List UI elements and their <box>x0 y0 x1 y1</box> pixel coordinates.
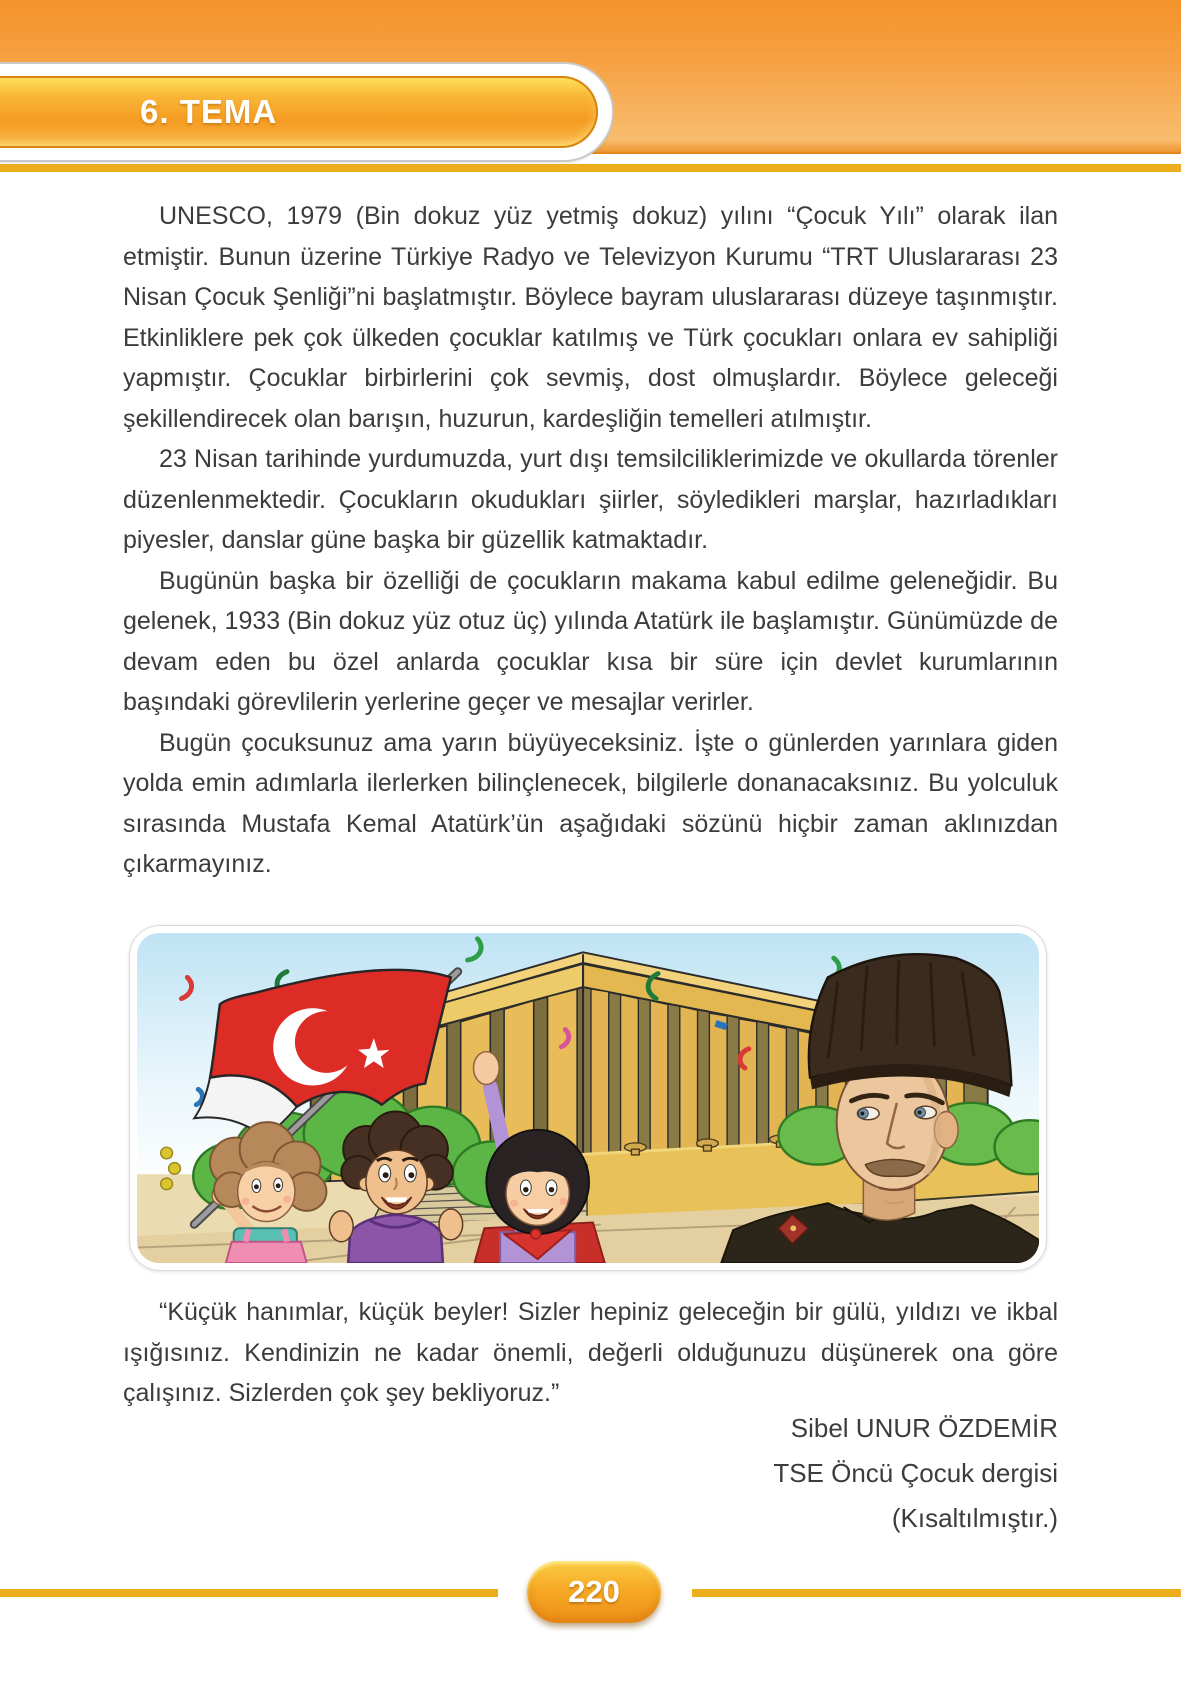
page-number-pill <box>527 1561 661 1623</box>
illustration-svg <box>137 933 1039 1263</box>
paragraph-3: Bugünün başka bir özelliği de çocukların makama kabul edilme geleneğidir. Bu gelenek, 1933 (Bin dokuz yüz otuz üç) yılında Atatürk ile başlamıştır. Günümüzde de devam eden bu özel anlarda çocuklar kısa bir süre için devlet kurumlarının başındaki görevlilerin yerlerine geçer ve mesajlar verirler. <box>123 566 1058 716</box>
tema-pill <box>0 64 612 160</box>
paragraph-1: UNESCO, 1979 (Bin dokuz yüz yetmiş dokuz) yılını “Çocuk Yılı” olarak ilan etmiştir. Bunun üzerine Türkiye Radyo ve Televizyon Kurumu “TRT Uluslararası 23 Nisan Çocuk Şenliği”ni başlatmıştır. Böylece bayram uluslararası düzeye taşınmıştır. Etkinliklere pek çok ülkeden çocuklar katılmış ve Türk çocukları onlara ev sahipliği yapmıştır. Çocuklar birbirlerini çok sevmiş, dost olmuşlardır. Böylece geleceği şekillendirecek olan barışın, huzurun, kardeşliğin temelleri atılmıştır. <box>123 202 1058 433</box>
paragraph-2: 23 Nisan tarihinde yurdumuzda, yurt dışı temsilciliklerimizde ve okullarda törenler düzenlenmektedir. Çocukların okudukları şiirler, söyledikleri marşlar, hazırladıkları piyesler, danslar güne başka bir güzellik katmaktadır. <box>123 445 1058 554</box>
attribution-note: (Kısaltılmıştır.) <box>891 1503 1058 1533</box>
paragraph-4: Bugün çocuksunuz ama yarın büyüyeceksiniz. İşte o günlerden yarınlara giden yolda emin adımlarla ilerlerken bilinçlenecek, bilgilerle donanacaksınız. Bu yolculuk sırasında Mustafa Kemal Atatürk’ün aşağıdaki sözünü hiçbir zaman aklınızdan çıkarmayınız. <box>123 728 1058 878</box>
article-body <box>123 196 1058 885</box>
boy-curly-hair <box>329 1112 462 1263</box>
tema-pill-face <box>0 76 598 148</box>
footer-rule-right <box>692 1589 1181 1597</box>
footer-rule-left <box>0 1589 498 1597</box>
header-band <box>0 0 1181 154</box>
header-rule <box>0 164 1181 172</box>
attribution <box>498 1406 1058 1541</box>
illustration <box>137 933 1039 1263</box>
ataturk-quote: “Küçük hanımlar, küçük beyler! Sizler hepiniz geleceğin bir gülü, yıldızı ve ikbal ışığısınız. Kendinizin ne kadar önemli, değerli olduğunuzu düşünerek ona göre çalışınız. Sizlerden çok şey bekliyoruz.” <box>123 1298 1058 1407</box>
page-number: 220 <box>568 1574 620 1609</box>
tema-label: 6. TEMA <box>140 93 278 130</box>
attribution-author: Sibel UNUR ÖZDEMİR <box>790 1413 1058 1443</box>
illustration-frame <box>130 926 1046 1270</box>
attribution-source: TSE Öncü Çocuk dergisi <box>773 1458 1058 1488</box>
